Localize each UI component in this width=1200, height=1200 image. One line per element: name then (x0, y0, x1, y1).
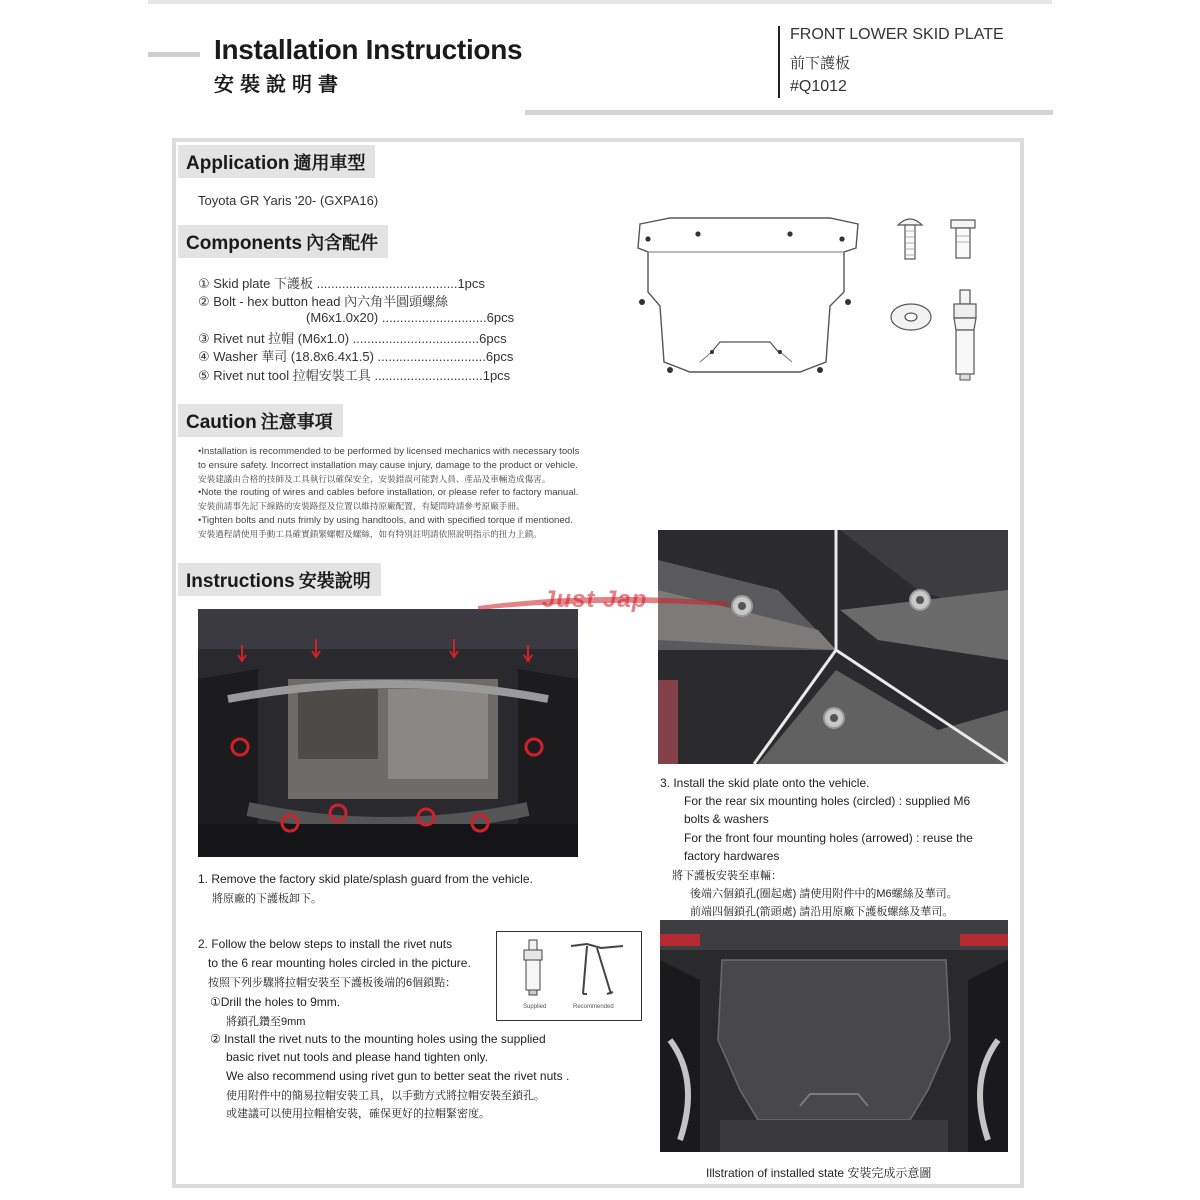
component-item: ⑤ Rivet nut tool 拉帽安裝工具 ..............................1pcs (198, 368, 511, 383)
header-divider (778, 26, 780, 98)
step1-text-zh: 將原廠的下護板卸下。 (212, 893, 322, 905)
caution-line: •Installation is recommended to be performed by licensed mechanics with necessary tools (198, 446, 580, 457)
step2-line: to the 6 rear mounting holes circled in the picture. (208, 956, 471, 970)
step3-line: bolts & washers (684, 812, 769, 826)
step3-line-zh: 將下護板安裝至車輛： (672, 870, 782, 882)
step3-line: factory hardwares (684, 849, 780, 863)
step2-sub2: basic rivet nut tools and please hand tighten only. (226, 1050, 488, 1064)
page-title-zh: 安裝說明書 (214, 72, 344, 96)
installed-state-art (660, 920, 1008, 1152)
vehicle-fitment: Toyota GR Yaris '20- (GXPA16) (198, 193, 379, 208)
caution-line: 安裝前請事先記下線路的安裝路徑及位置以維持原廠配置，有疑問時請參考原廠手冊。 (198, 501, 525, 511)
step3-line: 3. Install the skid plate onto the vehicle. (660, 776, 870, 790)
supplied-label: Supplied (523, 1004, 547, 1010)
application-heading: Application 適用車型 (178, 145, 375, 178)
product-name: FRONT LOWER SKID PLATE (790, 26, 1004, 43)
step2-sub2: We also recommend using rivet gun to better seat the rivet nuts . (226, 1069, 570, 1083)
step3-line-zh: 後端六個鎖孔(圈起處) 請使用附件中的M6螺絲及華司。 (690, 888, 958, 900)
rivet-closeup-photo (658, 530, 1008, 764)
part-number: #Q1012 (790, 78, 847, 95)
instructions-heading: Instructions 安裝說明 (178, 563, 381, 596)
rivet-nut-tool-icon (948, 288, 982, 384)
component-item: ① Skid plate 下護板 .......................................1pcs (198, 276, 485, 291)
rivet-gun-icon (567, 938, 627, 998)
caution-line: •Note the routing of wires and cables before installation, or please refer to factory manual. (198, 487, 579, 498)
page-title: Installation Instructions (214, 34, 523, 65)
supplied-tool-icon (519, 938, 547, 998)
step1-text: 1. Remove the factory skid plate/splash guard from the vehicle. (198, 872, 533, 886)
step2-sub2-zh: 或建議可以使用拉帽槍安裝，確保更好的拉帽緊密度。 (226, 1108, 490, 1120)
header-dash (148, 52, 200, 57)
step2-line-zh: 按照下列步驟將拉帽安裝至下護板後端的6個鎖點： (208, 977, 457, 989)
caution-line: 安裝過程請使用手動工具確實鎖緊螺帽及螺絲，如有特別註明請依照說明指示的扭力上鎖。 (198, 529, 542, 539)
caution-line: to ensure safety. Incorrect installation may cause injury, damage to the product or vehicle. (198, 460, 578, 471)
step2-sub1-zh: 將鎖孔鑽至9mm (226, 1016, 306, 1028)
step3-line: For the front four mounting holes (arrowed) : reuse the (684, 831, 973, 845)
installed-state-caption: Illstration of installed state 安裝完成示意圖 (706, 1166, 932, 1180)
component-item: (M6x1.0x20) .............................6pcs (306, 310, 515, 325)
top-rule (148, 0, 1052, 4)
component-item: ② Bolt - hex button head 內六角半圓頭螺絲 (198, 294, 449, 309)
watermark (478, 586, 728, 616)
installed-state-photo (660, 920, 1008, 1152)
watermark-text: Just Jap (542, 586, 648, 613)
step3-line: For the rear six mounting holes (circled) : supplied M6 (684, 794, 971, 808)
step2-sub1: ①Drill the holes to 9mm. (210, 995, 341, 1009)
step2-sub2: ② Install the rivet nuts to the mounting holes using the supplied (210, 1032, 546, 1046)
washer-icon (888, 300, 934, 334)
component-item: ④ Washer 華司 (18.8x6.4x1.5) ..............................6pcs (198, 349, 514, 364)
step2-line: 2. Follow the below steps to install the rivet nuts (198, 937, 453, 951)
recommended-label: Recommended (573, 1004, 614, 1010)
bolt-icon (895, 215, 925, 263)
step2-sub2-zh: 使用附件中的簡易拉帽安裝工具，以手動方式將拉帽安裝至鎖孔。 (226, 1090, 545, 1102)
skid-plate-drawing (630, 212, 866, 382)
rivet-nut-icon (948, 218, 978, 262)
product-name-zh: 前下護板 (790, 54, 851, 72)
component-item: ③ Rivet nut 拉帽 (M6x1.0) ...................................6pcs (198, 331, 507, 346)
caution-line: 安裝建議由合格的技師及工具執行以確保安全，安裝錯誤可能對人員、產品及車輛造成傷害。 (198, 474, 551, 484)
tool-box (496, 931, 642, 1021)
caution-line: •Tighten bolts and nuts frimly by using handtools, and with specified torque if mentioned. (198, 515, 573, 526)
rivet-closeup-art (658, 530, 1008, 764)
underside-photo-art (198, 609, 578, 857)
step3-line-zh: 前端四個鎖孔(箭頭處) 請沿用原廠下護板螺絲及華司。 (690, 906, 954, 918)
components-heading: Components 內含配件 (178, 225, 388, 258)
caution-heading: Caution 注意事項 (178, 404, 343, 437)
underside-photo (198, 609, 578, 857)
header-rule (525, 110, 1053, 115)
